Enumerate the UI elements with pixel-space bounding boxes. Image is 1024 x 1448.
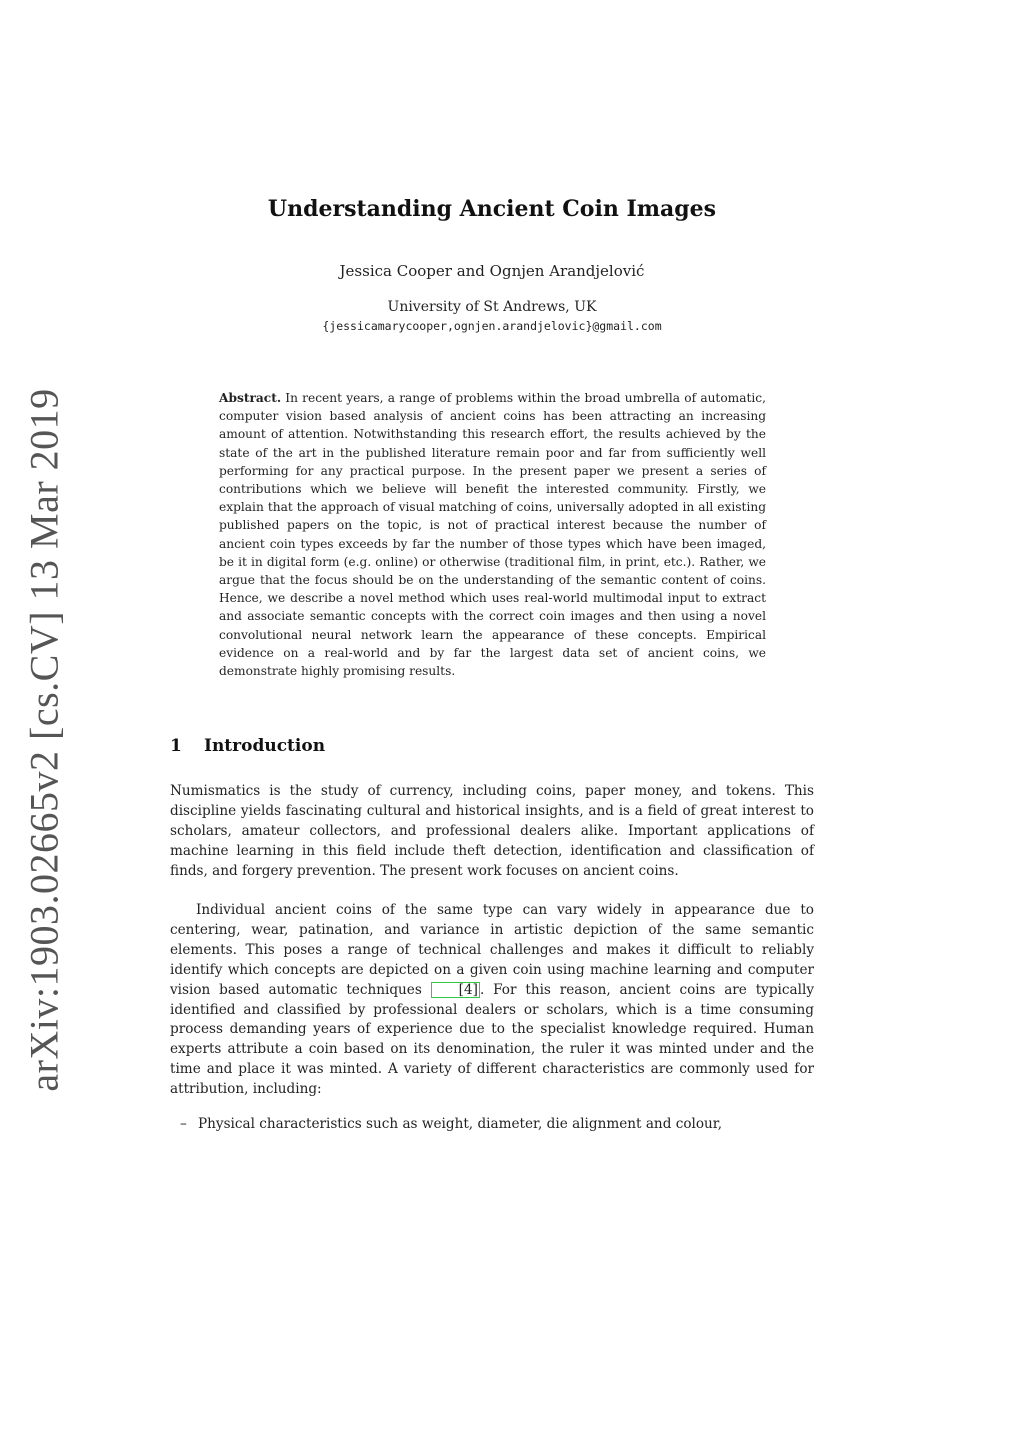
paper-title: Understanding Ancient Coin Images (267, 196, 717, 222)
paper-authors: Jessica Cooper and Ognjen Arandjelović (339, 262, 645, 280)
list-item-text: Physical characteristics such as weight, diameter, die alignment and colour, (198, 1116, 723, 1132)
author-affiliation: University of St Andrews, UK (387, 299, 597, 315)
arxiv-identifier: arXiv:1903.02665v2 [cs.CV] 13 Mar 2019 (21, 388, 67, 1092)
abstract-label: Abstract. (219, 391, 282, 405)
intro-paragraph-1: Numismatics is the study of currency, including coins, paper money, and tokens. This discipline yields fascinating cultural and historical insights, and is a field of great interest to scholars, amateur collectors, and professional dealers alike. Important applications of machine learning in this field include theft detection, identification and classification of finds, and forgery prevention. The present work focuses on ancient coins. (170, 783, 814, 879)
paragraph-text: . For this reason, ancient coins are typically identified and classified by professional dealers or scholars, which is a time consuming process demanding years of experience due to the specialist knowledge required. Human experts attribute a coin based on its denomination, the ruler it was minted under and the time and place it was minted. A variety of different characteristics are commonly used for attribution, including: (170, 981, 815, 1098)
list-bullet: – (180, 1116, 187, 1132)
intro-paragraph-2 (170, 901, 814, 1100)
author-email: {jessicamarycooper,ognjen.arandjelovic}@gmail.com (322, 319, 662, 333)
abstract (219, 389, 766, 680)
section-title: Introduction (204, 736, 326, 756)
section-number: 1 (170, 736, 182, 756)
paragraph-text: Individual ancient coins of the same type can vary widely in appearance due to centering, wear, patination, and variance in artistic depiction of the same semantic elements. This poses a range of technical challenges and makes it difficult to reliably identify which concepts are depicted on a given coin using machine learning and computer vision based automatic techniques (170, 902, 814, 998)
citation-link[interactable]: [4] (431, 982, 480, 998)
abstract-text: In recent years, a range of problems within the broad umbrella of automatic, computer vision based analysis of ancient coins has been attracting an increasing amount of attention. Notwithstanding this research effort, the results achieved by the state of the art in the published literature remain poor and far from sufficiently well performing for any practical purpose. In the present paper we present a series of contributions which we believe will benefit the interested community. Firstly, we explain that the approach of visual matching of coins, universally adopted in all existing published papers on the topic, is not of practical interest because the number of ancient coin types exceeds by far the number of those types which have been imaged, be it in digital form (e.g. online) or otherwise (traditional film, in print, etc.). Rather, we argue that the focus should be on the understanding of the semantic content of coins. Hence, we describe a novel method which uses real-world multimodal input to extract and associate semantic concepts with the correct coin images and then using a novel convolutional neural network learn the appearance of these concepts. Empirical evidence on a real-world and by far the largest data set of ancient coins, we demonstrate highly promising results. (219, 391, 766, 679)
list-item (180, 1115, 810, 1135)
section-heading-introduction (170, 736, 325, 756)
